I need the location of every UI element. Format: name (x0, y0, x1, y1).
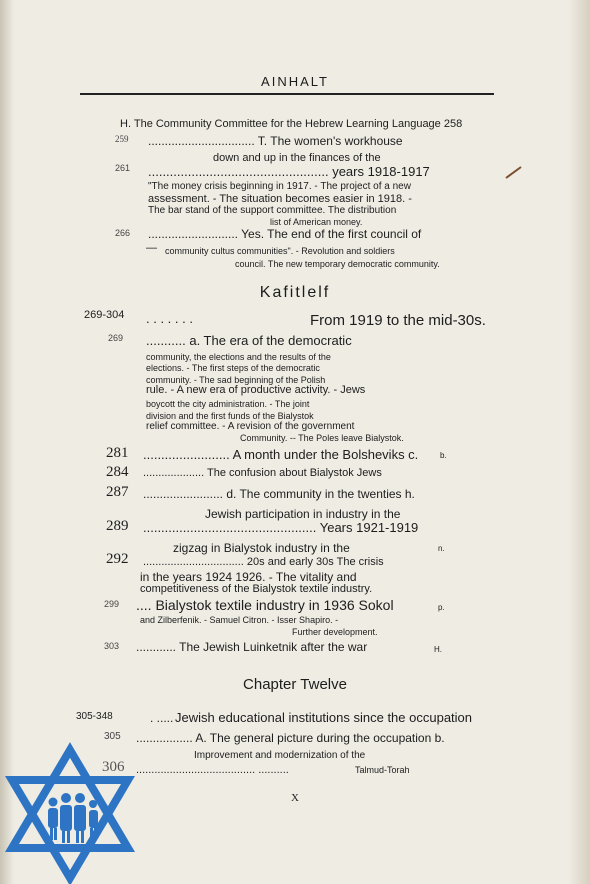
toc-dash-266: — (146, 242, 157, 254)
toc-entry-281: ........................ A month under the Bolsheviks c. (143, 447, 419, 462)
page-number-299: 299 (104, 599, 120, 609)
toc-entry-292-line2: ................................. 20s and early 30s The crisis (143, 556, 384, 568)
toc-entry-258: H. The Community Committee for the Hebrew Learning Language 258 (120, 118, 463, 130)
page-number-289: 289 (106, 518, 129, 534)
toc-entry-305: ................. A. The general picture during the occupation b. (136, 731, 445, 745)
page-number-292: 292 (106, 551, 129, 567)
chapter-twelve-subtitle: Jewish educational institutions since the occupation (175, 710, 473, 725)
page-number-266: 266 (115, 228, 131, 238)
toc-entry-269: ........... a. The era of the democratic (146, 333, 352, 348)
toc-entry-259: ................................ T. The women's workhouse (148, 134, 403, 148)
toc-note-269-line6: division and the first funds of the Bialystok (146, 411, 314, 421)
chapter-eleven-title: Kafitlelf (259, 284, 331, 301)
page-number-284: 284 (106, 464, 129, 480)
page-number-261: 261 (115, 163, 131, 173)
toc-entry-299: .... Bialystok textile industry in 1936 Sokol (136, 597, 394, 613)
margin-mark-292: n. (438, 544, 445, 553)
toc-entry-306-line1: Improvement and modernization of the (194, 750, 366, 761)
toc-note-269-line4: rule. - A new era of productive activity. - Jews (146, 384, 366, 396)
toc-note-261-line1: "The money crisis beginning in 1917. - The project of a new (148, 181, 411, 192)
page-number-306: 306 (102, 759, 125, 775)
star-of-david-logo (0, 742, 140, 884)
chapter-eleven-leader-dots: . . . . . . . (146, 311, 193, 326)
toc-note-261-line4: list of American money. (270, 217, 363, 227)
toc-entry-289-line2: ................................................ Years 1921-1919 (143, 520, 419, 535)
toc-note-269-line3: community. - The sad beginning of the Polish (146, 375, 326, 385)
page-number-269: 269 (108, 333, 124, 343)
pencil-mark-icon (503, 164, 525, 180)
toc-entry-289-line1: Jewish participation in industry in the (205, 507, 401, 521)
toc-entry-292-line4: competitiveness of the Bialystok textile industry. (140, 583, 373, 595)
page-number-287: 287 (106, 484, 129, 500)
toc-entry-303: ............ The Jewish Luinketnik after the war (136, 640, 368, 654)
toc-note-269-line2: elections. - The first steps of the democratic (146, 363, 320, 373)
toc-note-266-line1: community cultus communities". - Revolution and soldiers (165, 246, 395, 256)
chapter-eleven-subtitle: From 1919 to the mid-30s. (310, 312, 486, 329)
page-folio: X (291, 792, 299, 804)
margin-mark-281: b. (440, 451, 447, 460)
toc-entry-261-line1: down and up in the finances of the (213, 152, 381, 164)
toc-note-269-line7: relief committee. - A revision of the government (146, 421, 355, 432)
toc-note-261-line2: assessment. - The situation becomes easier in 1918. - (148, 193, 412, 205)
toc-entry-261-line2: .................................................. years 1918-1917 (148, 164, 430, 179)
toc-entry-292-line3: in the years 1924 1926. - The vitality and (140, 570, 357, 584)
header-rule (80, 93, 494, 95)
chapter-twelve-leader-dots: . ..... (150, 711, 174, 725)
page-number-305: 305 (104, 731, 121, 742)
toc-note-269-line8: Community. -- The Poles leave Bialystok. (240, 433, 404, 443)
margin-mark-303: H. (434, 645, 442, 654)
page-edge-shadow (568, 0, 590, 884)
toc-note-269-line5: boycott the city administration. - The joint (146, 399, 310, 409)
toc-entry-306-line2: ....................................... .......... (136, 764, 289, 776)
toc-note-266-line2: council. The new temporary democratic community. (235, 259, 440, 269)
margin-mark-299: p. (438, 603, 445, 612)
chapter-twelve-title: Chapter Twelve (243, 676, 347, 693)
chapter-eleven-page-range: 269-304 (84, 309, 125, 321)
page-number-303: 303 (104, 641, 120, 651)
toc-entry-306-line3: Talmud-Torah (355, 765, 410, 775)
toc-entry-266: ........................... Yes. The end of the first council of (148, 227, 422, 241)
toc-note-269-line1: community, the elections and the results of the (146, 352, 331, 362)
toc-entry-292-line1: zigzag in Bialystok industry in the (173, 541, 350, 555)
toc-note-299-line2: Further development. (292, 627, 378, 637)
toc-entry-284: .................... The confusion about Bialystok Jews (143, 467, 382, 479)
chapter-twelve-page-range: 305-348 (76, 711, 113, 722)
toc-note-299-line1: and Zilberfenik. - Samuel Citron. - Isser Shapiro. - (140, 615, 339, 625)
page-number-259: 259 (115, 134, 129, 144)
running-header: AINHALT (261, 74, 329, 89)
toc-note-261-line3: The bar stand of the support committee. The distribution (148, 205, 397, 216)
toc-entry-287: ........................ d. The community in the twenties h. (143, 487, 415, 501)
page-number-281: 281 (106, 445, 129, 461)
